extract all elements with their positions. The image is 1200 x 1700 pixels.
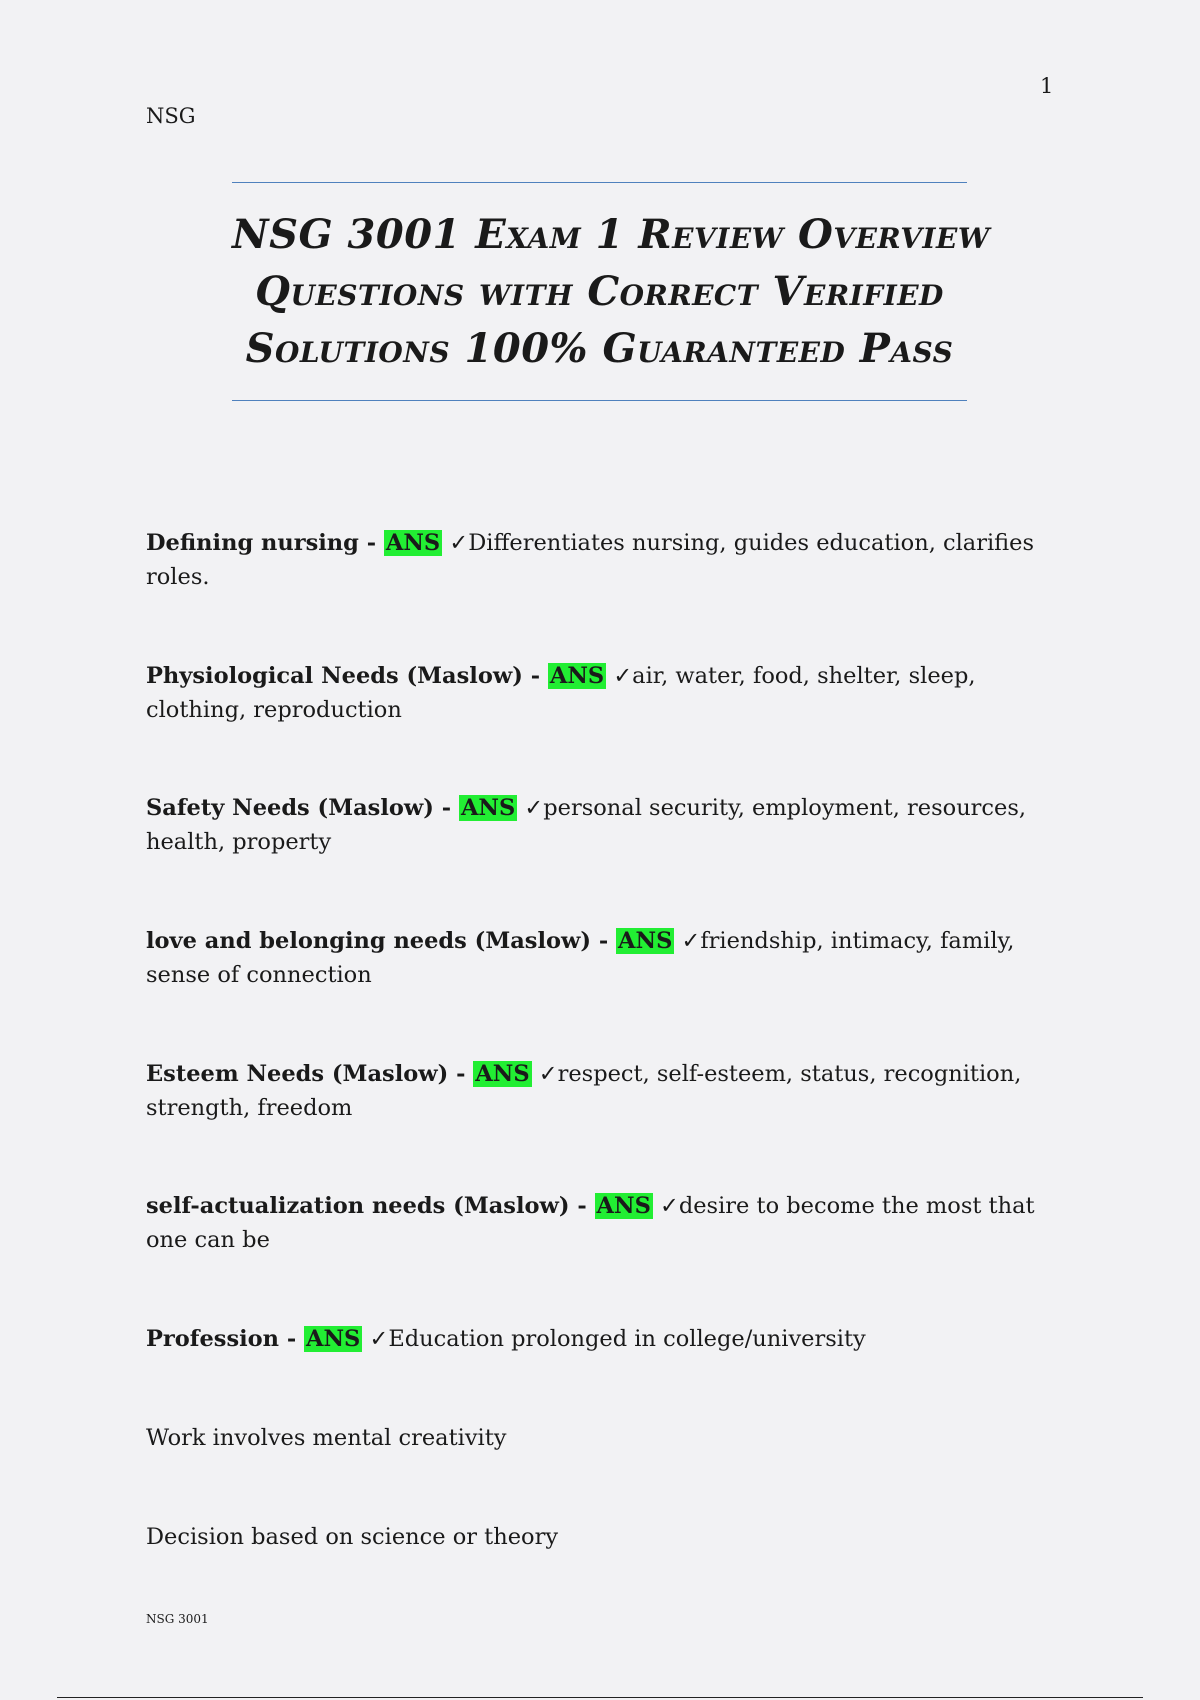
ans-highlight: ANS [549,663,605,689]
extra-line-mental-creativity: Work involves mental creativity [146,1425,507,1451]
question: self-actualization needs (Maslow) - [146,1193,595,1219]
qa-item-defining-nursing [146,526,1066,594]
footer-divider [57,1697,1143,1698]
question: Esteem Needs (Maslow) - [146,1061,474,1087]
title-line-1: NSG 3001 Exam 1 Review Overview [232,211,990,258]
page-number: 1 [1040,74,1054,98]
check-icon: ✓ [449,530,469,556]
qa-item-profession [146,1322,1066,1356]
ans-highlight: ANS [596,1193,651,1219]
ans-highlight: ANS [475,1061,530,1087]
question: Defining nursing - [146,530,384,556]
check-icon: ✓ [659,1193,679,1219]
question: Physiological Needs (Maslow) - [146,663,548,689]
question: love and belonging needs (Maslow) - [146,928,617,954]
answer: respect, self-esteem, status, recognition, strength, freedom [146,1061,1022,1121]
qa-item-self-actualization [146,1189,1066,1257]
ans-highlight: ANS [618,928,673,954]
title-line-3: Solutions 100% Guaranteed Pass [245,325,954,372]
title-block [232,182,990,401]
title-line-2: Questions with Correct Verified [255,268,944,315]
qa-item-safety [146,791,1066,859]
ans-highlight: ANS [460,795,516,821]
check-icon: ✓ [681,928,701,954]
answer: Differentiates nursing, guides education, clarifies roles. [146,530,1035,590]
answer: friendship, intimacy, family, sense of connection [146,928,1015,988]
answer: desire to become the most that one can be [146,1193,1035,1253]
extra-line-decision: Decision based on science or theory [146,1524,559,1550]
qa-item-esteem [146,1057,1066,1125]
header-left: NSG [146,104,196,128]
check-icon: ✓ [613,663,633,689]
ans-highlight: ANS [306,1326,361,1352]
question: Profession - [146,1326,305,1352]
answer: Education prolonged in college/university [388,1326,866,1352]
footer-text: NSG 3001 [146,1612,209,1626]
qa-item-love-belonging [146,924,1066,992]
answer: personal security, employment, resources, health, property [146,795,1027,855]
ans-highlight: ANS [385,530,441,556]
check-icon: ✓ [524,795,544,821]
qa-item-physiological [146,659,1066,727]
question: Safety Needs (Maslow) - [146,795,459,821]
answer: air, water, food, shelter, sleep, clothing, reproduction [146,663,976,723]
check-icon: ✓ [369,1326,389,1352]
check-icon: ✓ [538,1061,558,1087]
